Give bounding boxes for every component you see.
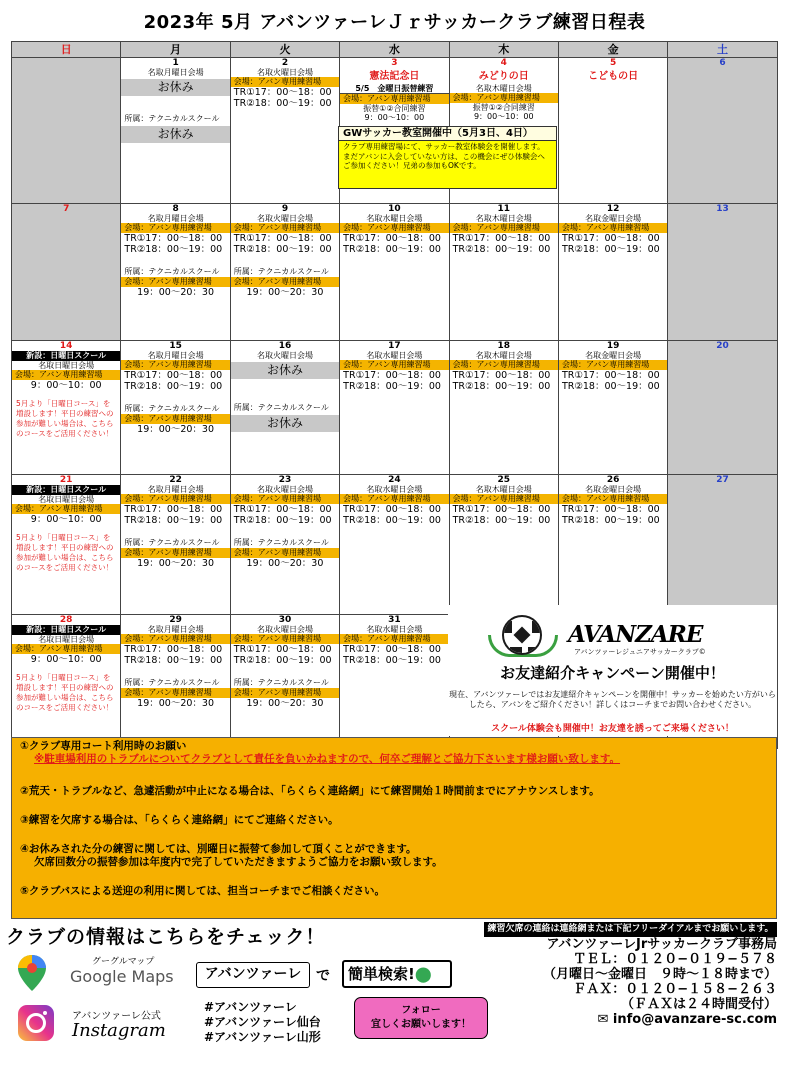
venue-name: 名取木曜日会場 xyxy=(475,84,532,93)
day-number: 7 xyxy=(63,204,70,214)
day-cell-15 xyxy=(121,341,230,475)
day-cell-22 xyxy=(121,475,230,615)
tech-venue: 所属：テクニカルスクール xyxy=(124,267,220,276)
venue-name: 名取日曜日会場 xyxy=(38,361,95,370)
day-cell-25 xyxy=(449,475,558,615)
training-slot-1: TR①17：00〜18：00 xyxy=(343,370,441,381)
office-email[interactable]: info@avanzare-sc.com xyxy=(612,1012,777,1027)
day-number: 26 xyxy=(606,475,620,485)
venue-name: 名取月曜日会場 xyxy=(147,625,204,634)
venue-label: 会場：アバン専用練習場 xyxy=(121,634,229,644)
training-slot-2: TR②18：00〜19：00 xyxy=(343,381,441,392)
day-number: 12 xyxy=(606,204,620,214)
substitute-time: 9：00〜10：00 xyxy=(473,112,534,121)
tech-venue: 所属：テクニカルスクール xyxy=(124,114,220,123)
venue-name: 名取金曜日会場 xyxy=(585,214,642,223)
venue-name: 名取火曜日会場 xyxy=(256,485,313,494)
training-slot-2: TR②18：00〜19：00 xyxy=(124,655,223,666)
hashtag[interactable]: #アバンツァーレ仙台 xyxy=(204,1015,321,1029)
day-number: 8 xyxy=(172,204,179,214)
training-slot-1: TR①17：00〜18：00 xyxy=(124,644,223,655)
day-number: 2 xyxy=(281,58,289,68)
day-cell-16 xyxy=(230,341,339,475)
day-cell-6 xyxy=(668,58,777,204)
sunday-course-note: 5月より「日曜日コース」を増設します！平日の練習への参加が難しい場合は、こちらのコースをご活用ください！ xyxy=(16,673,114,712)
venue-label: 会場：アバン専用練習場 xyxy=(121,494,229,504)
sunday-time: 9：00〜10：00 xyxy=(30,380,102,391)
day-cell-24 xyxy=(340,475,449,615)
tech-venue: 所属：テクニカルスクール xyxy=(124,538,220,547)
notice-1-detail: ※駐車場利用のトラブルについてクラブとして責任を負いかねますので、何卒ご理解とご協力下さいます様お願い致します。 xyxy=(34,753,621,765)
day-number: 30 xyxy=(278,615,292,625)
tech-time: 19：00〜20：30 xyxy=(137,558,215,569)
instagram-label[interactable]: Instagram xyxy=(72,1020,166,1041)
day-number: 23 xyxy=(278,475,292,485)
tech-time: 19：00〜20：30 xyxy=(137,424,215,435)
weekday-wed: 水 xyxy=(340,42,449,58)
day-number: 28 xyxy=(59,615,73,625)
training-slot-2: TR②18：00〜19：00 xyxy=(124,515,223,526)
venue-label: 会場：アバン専用練習場 xyxy=(121,223,229,233)
venue-label: 会場：アバン専用練習場 xyxy=(340,494,448,504)
venue-name: 名取火曜日会場 xyxy=(256,351,313,360)
map-pin-icon: ⬤ xyxy=(414,965,432,983)
substitute-line: 振替①②合同練習 xyxy=(363,104,426,113)
training-slot-1: TR①17：00〜18：00 xyxy=(343,504,441,515)
day-number: 13 xyxy=(716,204,729,214)
day-cell-18 xyxy=(449,341,558,475)
day-cell-28 xyxy=(12,615,121,749)
hashtags xyxy=(204,1000,321,1045)
google-maps-caption: グーグルマップ xyxy=(92,957,155,967)
instagram-icon[interactable] xyxy=(18,1005,54,1041)
day-number: 10 xyxy=(388,204,401,214)
tech-label: 会場：アバン専用練習場 xyxy=(121,688,229,698)
office-name: アバンツァーレJrサッカークラブ事務局 xyxy=(546,937,777,952)
weekday-fri: 金 xyxy=(558,42,667,58)
day-cell-13 xyxy=(668,204,777,341)
tech-venue: 所属：テクニカルスクール xyxy=(124,678,220,687)
venue-name: 名取火曜日会場 xyxy=(256,68,313,77)
club-logo-text: AVANZARE xyxy=(568,621,703,648)
holiday-label: みどりの日 xyxy=(478,71,529,82)
venue-label: 会場：アバン専用練習場 xyxy=(340,94,448,104)
venue-name: 名取月曜日会場 xyxy=(147,351,204,360)
venue-name: 名取金曜日会場 xyxy=(585,351,642,360)
search-connector: で xyxy=(316,968,330,984)
substitute-title: 5/5 金曜日振替練習 xyxy=(340,84,448,94)
follow-request-badge xyxy=(354,997,488,1039)
training-slot-1: TR①17：00〜18：00 xyxy=(124,504,223,515)
tech-time: 19：00〜20：30 xyxy=(137,287,215,298)
day-number: 29 xyxy=(169,615,182,625)
day-cell-12 xyxy=(558,204,667,341)
gw-soccer-class-box xyxy=(338,126,557,189)
instagram-caption: アバンツァーレ公式 xyxy=(72,1011,161,1022)
gw-body: クラブ専用練習場にて、サッカー教室体験会を開催します。まだアバンに入会していない方は、この機会にぜひ体験会へご参加ください！兄弟の参加もOKです。 xyxy=(343,142,545,170)
holiday-label: 憲法記念日 xyxy=(369,71,420,82)
day-number: 19 xyxy=(606,341,620,351)
gw-heading: GWサッカー教室開催中（5月3日、4日） xyxy=(339,127,556,141)
training-slot-1: TR①17：00〜18：00 xyxy=(452,370,551,381)
tech-time: 19：00〜20：30 xyxy=(137,698,215,709)
tech-label: 会場：アバン専用練習場 xyxy=(121,548,229,558)
day-cell-17 xyxy=(340,341,449,475)
venue-label: 会場：アバン専用練習場 xyxy=(559,360,667,370)
office-contact xyxy=(484,922,777,1027)
venue-label: 会場：アバン専用練習場 xyxy=(340,360,448,370)
day-cell-23 xyxy=(230,475,339,615)
tech-time: 19：00〜20：30 xyxy=(246,558,324,569)
day-number: 31 xyxy=(388,615,401,625)
notice-2: ②荒天・トラブルなど、急遽活動が中止になる場合は、「らくらく連絡網」にて練習開始１時間前までにアナウンスします。 xyxy=(20,785,600,797)
tech-label: 会場：アバン専用練習場 xyxy=(121,277,229,287)
training-slot-1: TR①17：00〜18：00 xyxy=(233,504,332,515)
search-term-box: アバンツァーレ xyxy=(196,962,310,988)
day-cell-27 xyxy=(668,475,777,615)
weekday-tue: 火 xyxy=(230,42,339,58)
new-sunday-school: 新設：日曜日スクール xyxy=(12,625,120,635)
training-slot-1: TR①17：00〜18：00 xyxy=(343,644,441,655)
office-fax-note: （ＦＡＸは２４時間受付） xyxy=(620,997,777,1012)
office-tel[interactable]: ＴＥＬ：０１２０−０１９−５７８ xyxy=(573,952,777,967)
tech-venue: 所属：テクニカルスクール xyxy=(233,678,329,687)
training-slot-2: TR②18：00〜19：00 xyxy=(452,244,551,255)
hashtag[interactable]: #アバンツァーレ山形 xyxy=(204,1030,321,1044)
venue-label: 会場：アバン専用練習場 xyxy=(340,634,448,644)
venue-label: 会場：アバン専用練習場 xyxy=(559,494,667,504)
day-cell-5 xyxy=(558,58,667,204)
training-slot-1: TR①17：00〜18：00 xyxy=(452,504,551,515)
day-cell-26 xyxy=(558,475,667,615)
tech-time: 19：00〜20：30 xyxy=(246,698,324,709)
notice-1: ①クラブ専用コート利用時のお願い xyxy=(20,740,187,752)
tech-venue: 所属：テクニカルスクール xyxy=(124,404,220,413)
training-slot-2: TR②18：00〜19：00 xyxy=(343,655,441,666)
venue-label: 会場：アバン専用練習場 xyxy=(450,223,558,233)
training-slot-1: TR①17：00〜18：00 xyxy=(233,644,332,655)
day-number: 27 xyxy=(716,475,729,485)
venue-label: 会場：アバン専用練習場 xyxy=(450,93,558,103)
notices-panel xyxy=(11,737,777,919)
off-label: お休み xyxy=(121,126,229,143)
venue-label: 会場：アバン専用練習場 xyxy=(12,644,120,654)
tech-venue: 所属：テクニカルスクール xyxy=(233,267,329,276)
follow-label: フォロー xyxy=(401,1005,441,1016)
venue-name: 名取水曜日会場 xyxy=(366,214,423,223)
day-cell-2 xyxy=(230,58,339,204)
day-cell-11 xyxy=(449,204,558,341)
training-slot-2: TR②18：00〜19：00 xyxy=(343,515,441,526)
tech-label: 会場：アバン専用練習場 xyxy=(231,688,339,698)
day-number: 17 xyxy=(388,341,401,351)
tech-label: 会場：アバン専用練習場 xyxy=(121,414,229,424)
day-number: 24 xyxy=(388,475,401,485)
training-slot-1: TR①17：00〜18：00 xyxy=(561,370,660,381)
office-fax: ＦＡＸ：０１２０−１５８−２６３ xyxy=(573,982,777,997)
office-hours: （月曜日〜金曜日 ９時〜１８時まで） xyxy=(542,967,777,982)
venue-name: 名取火曜日会場 xyxy=(256,214,313,223)
day-number: 21 xyxy=(59,475,73,485)
notice-5: ⑤クラブバスによる送迎の利用に関しては、担当コーチまでご相談ください。 xyxy=(20,885,386,897)
training-slot-1: TR①17：00〜18：00 xyxy=(233,87,332,98)
training-slot-2: TR②18：00〜19：00 xyxy=(124,381,223,392)
training-slot-2: TR②18：00〜19：00 xyxy=(561,515,660,526)
day-number: 1 xyxy=(172,58,179,68)
day-number: 18 xyxy=(497,341,511,351)
training-slot-1: TR①17：00〜18：00 xyxy=(124,370,223,381)
venue-name: 名取日曜日会場 xyxy=(38,495,95,504)
mail-icon: ✉ xyxy=(597,1012,613,1027)
venue-name: 名取月曜日会場 xyxy=(147,214,204,223)
day-cell-31 xyxy=(340,615,449,749)
off-label: お休み xyxy=(231,415,339,432)
google-maps-label[interactable]: Google Maps xyxy=(70,967,174,986)
weekday-header-row xyxy=(12,42,778,58)
day-cell-1 xyxy=(121,58,230,204)
off-label: お休み xyxy=(231,362,339,379)
venue-label: 会場：アバン専用練習場 xyxy=(231,634,339,644)
sunday-time: 9：00〜10：00 xyxy=(30,654,102,665)
promo-title: お友達紹介キャンペーン開催中！ xyxy=(500,664,725,682)
day-cell-20 xyxy=(668,341,777,475)
training-slot-1: TR①17：00〜18：00 xyxy=(561,233,660,244)
day-cell-9 xyxy=(230,204,339,341)
training-slot-2: TR②18：00〜19：00 xyxy=(343,244,441,255)
weekday-sun: 日 xyxy=(12,42,121,58)
venue-label: 会場：アバン専用練習場 xyxy=(559,223,667,233)
day-number: 22 xyxy=(169,475,182,485)
training-slot-1: TR①17：00〜18：00 xyxy=(452,233,551,244)
venue-name: 名取木曜日会場 xyxy=(475,214,532,223)
training-slot-2: TR②18：00〜19：00 xyxy=(233,98,332,109)
follow-request: 宜しくお願いします！ xyxy=(371,1019,471,1030)
day-cell-21 xyxy=(12,475,121,615)
substitute-line: 振替①②合同練習 xyxy=(472,103,535,112)
venue-name: 名取水曜日会場 xyxy=(366,625,423,634)
training-slot-2: TR②18：00〜19：00 xyxy=(124,244,223,255)
day-cell-8 xyxy=(121,204,230,341)
friend-campaign-promo xyxy=(448,605,777,736)
venue-label: 会場：アバン専用練習場 xyxy=(450,360,558,370)
training-slot-1: TR①17：00〜18：00 xyxy=(561,504,660,515)
day-cell-empty xyxy=(12,58,121,204)
day-cell-7 xyxy=(12,204,121,341)
weekday-thu: 木 xyxy=(449,42,558,58)
weekday-mon: 月 xyxy=(121,42,230,58)
training-slot-2: TR②18：00〜19：00 xyxy=(561,244,660,255)
off-label: お休み xyxy=(121,79,229,96)
day-number: 16 xyxy=(278,341,292,351)
day-number: 4 xyxy=(500,58,507,68)
day-cell-19 xyxy=(558,341,667,475)
day-cell-14 xyxy=(12,341,121,475)
venue-label: 会場：アバン専用練習場 xyxy=(12,504,120,514)
venue-label: 会場：アバン専用練習場 xyxy=(450,494,558,504)
sunday-course-note: 5月より「日曜日コース」を増設します！平日の練習への参加が難しい場合は、こちらのコースをご活用ください！ xyxy=(16,399,114,438)
training-slot-2: TR②18：00〜19：00 xyxy=(233,655,332,666)
new-sunday-school: 新設：日曜日スクール xyxy=(12,485,120,495)
sunday-course-note: 5月より「日曜日コース」を増設します！平日の練習への参加が難しい場合は、こちらのコースをご活用ください！ xyxy=(16,533,114,572)
new-sunday-school: 新設：日曜日スクール xyxy=(12,351,120,361)
easy-search-label: 簡単検索! xyxy=(348,965,415,983)
venue-name: 名取月曜日会場 xyxy=(147,68,204,77)
day-number: 20 xyxy=(716,341,729,351)
venue-label: 会場：アバン専用練習場 xyxy=(121,360,229,370)
venue-name: 名取水曜日会場 xyxy=(366,485,423,494)
tech-venue: 所属：テクニカルスクール xyxy=(233,403,329,412)
day-number: 25 xyxy=(497,475,511,485)
sunday-time: 9：00〜10：00 xyxy=(30,514,102,525)
absence-contact-bar: 練習欠席の連絡は連絡網または下記フリーダイアルまでお願いします。 xyxy=(484,922,777,937)
training-slot-2: TR②18：00〜19：00 xyxy=(233,515,332,526)
training-slot-2: TR②18：00〜19：00 xyxy=(233,244,332,255)
venue-label: 会場：アバン専用練習場 xyxy=(340,223,448,233)
promo-body: 現在、アバンツァーレではお友達紹介キャンペーンを開催中！サッカーを始めたい方がいらしたら、アバンをご紹介ください！詳しくはコーチまでお問い合わせください。 xyxy=(449,690,776,709)
soccer-ball-icon xyxy=(502,615,542,655)
notice-4: ④お休みされた分の練習に関しては、別曜日に振替て参加して頂くことができます。 xyxy=(20,843,417,855)
day-number: 11 xyxy=(497,204,511,214)
training-slot-1: TR①17：00〜18：00 xyxy=(124,233,223,244)
weekday-sat: 土 xyxy=(668,42,777,58)
venue-name: 名取水曜日会場 xyxy=(366,351,423,360)
day-cell-30 xyxy=(230,615,339,749)
club-info-heading: クラブの情報はこちらをチェック！ xyxy=(6,926,326,948)
notice-4-detail: 欠席回数分の振替参加は年度内で完了していただきますようご協力をお願い致します。 xyxy=(34,856,443,868)
google-maps-icon[interactable] xyxy=(16,954,48,992)
day-number: 6 xyxy=(719,58,726,68)
day-number: 9 xyxy=(281,204,289,214)
day-number: 3 xyxy=(391,58,398,68)
day-number: 15 xyxy=(169,341,182,351)
page-title: 2023年 5月 アバンツァーレＪｒサッカークラブ練習日程表 xyxy=(143,12,646,33)
venue-label: 会場：アバン専用練習場 xyxy=(231,223,339,233)
training-slot-1: TR①17：00〜18：00 xyxy=(233,233,332,244)
training-slot-2: TR②18：00〜19：00 xyxy=(561,381,660,392)
tech-label: 会場：アバン専用練習場 xyxy=(231,548,339,558)
venue-label: 会場：アバン専用練習場 xyxy=(231,77,339,87)
venue-name: 名取木曜日会場 xyxy=(475,485,532,494)
venue-name: 名取日曜日会場 xyxy=(38,635,95,644)
training-slot-1: TR①17：00〜18：00 xyxy=(343,233,441,244)
venue-name: 名取金曜日会場 xyxy=(585,485,642,494)
club-logo-subtitle: アバンツァーレジュニアサッカークラブ© xyxy=(574,648,706,656)
venue-label: 会場：アバン専用練習場 xyxy=(231,494,339,504)
hashtag[interactable]: #アバンツァーレ xyxy=(204,1000,297,1014)
tech-time: 19：00〜20：30 xyxy=(246,287,324,298)
substitute-time: 9：00〜10：00 xyxy=(364,113,425,122)
training-slot-2: TR②18：00〜19：00 xyxy=(452,381,551,392)
tech-venue: 所属：テクニカルスクール xyxy=(233,538,329,547)
promo-trial-note: スクール体験会も開催中！お友達を誘ってご来場ください！ xyxy=(491,724,734,734)
day-cell-10 xyxy=(340,204,449,341)
day-number: 14 xyxy=(59,341,73,351)
easy-search-button[interactable] xyxy=(342,960,452,988)
venue-name: 名取火曜日会場 xyxy=(256,625,313,634)
venue-name: 名取月曜日会場 xyxy=(147,485,204,494)
training-slot-2: TR②18：00〜19：00 xyxy=(452,515,551,526)
venue-name: 名取木曜日会場 xyxy=(475,351,532,360)
holiday-label: こどもの日 xyxy=(588,71,639,82)
venue-label: 会場：アバン専用練習場 xyxy=(12,370,120,380)
tech-label: 会場：アバン専用練習場 xyxy=(231,277,339,287)
day-cell-29 xyxy=(121,615,230,749)
notice-3: ③練習を欠席する場合は、「らくらく連絡網」にてご連絡ください。 xyxy=(20,814,339,826)
day-number: 5 xyxy=(610,58,617,68)
